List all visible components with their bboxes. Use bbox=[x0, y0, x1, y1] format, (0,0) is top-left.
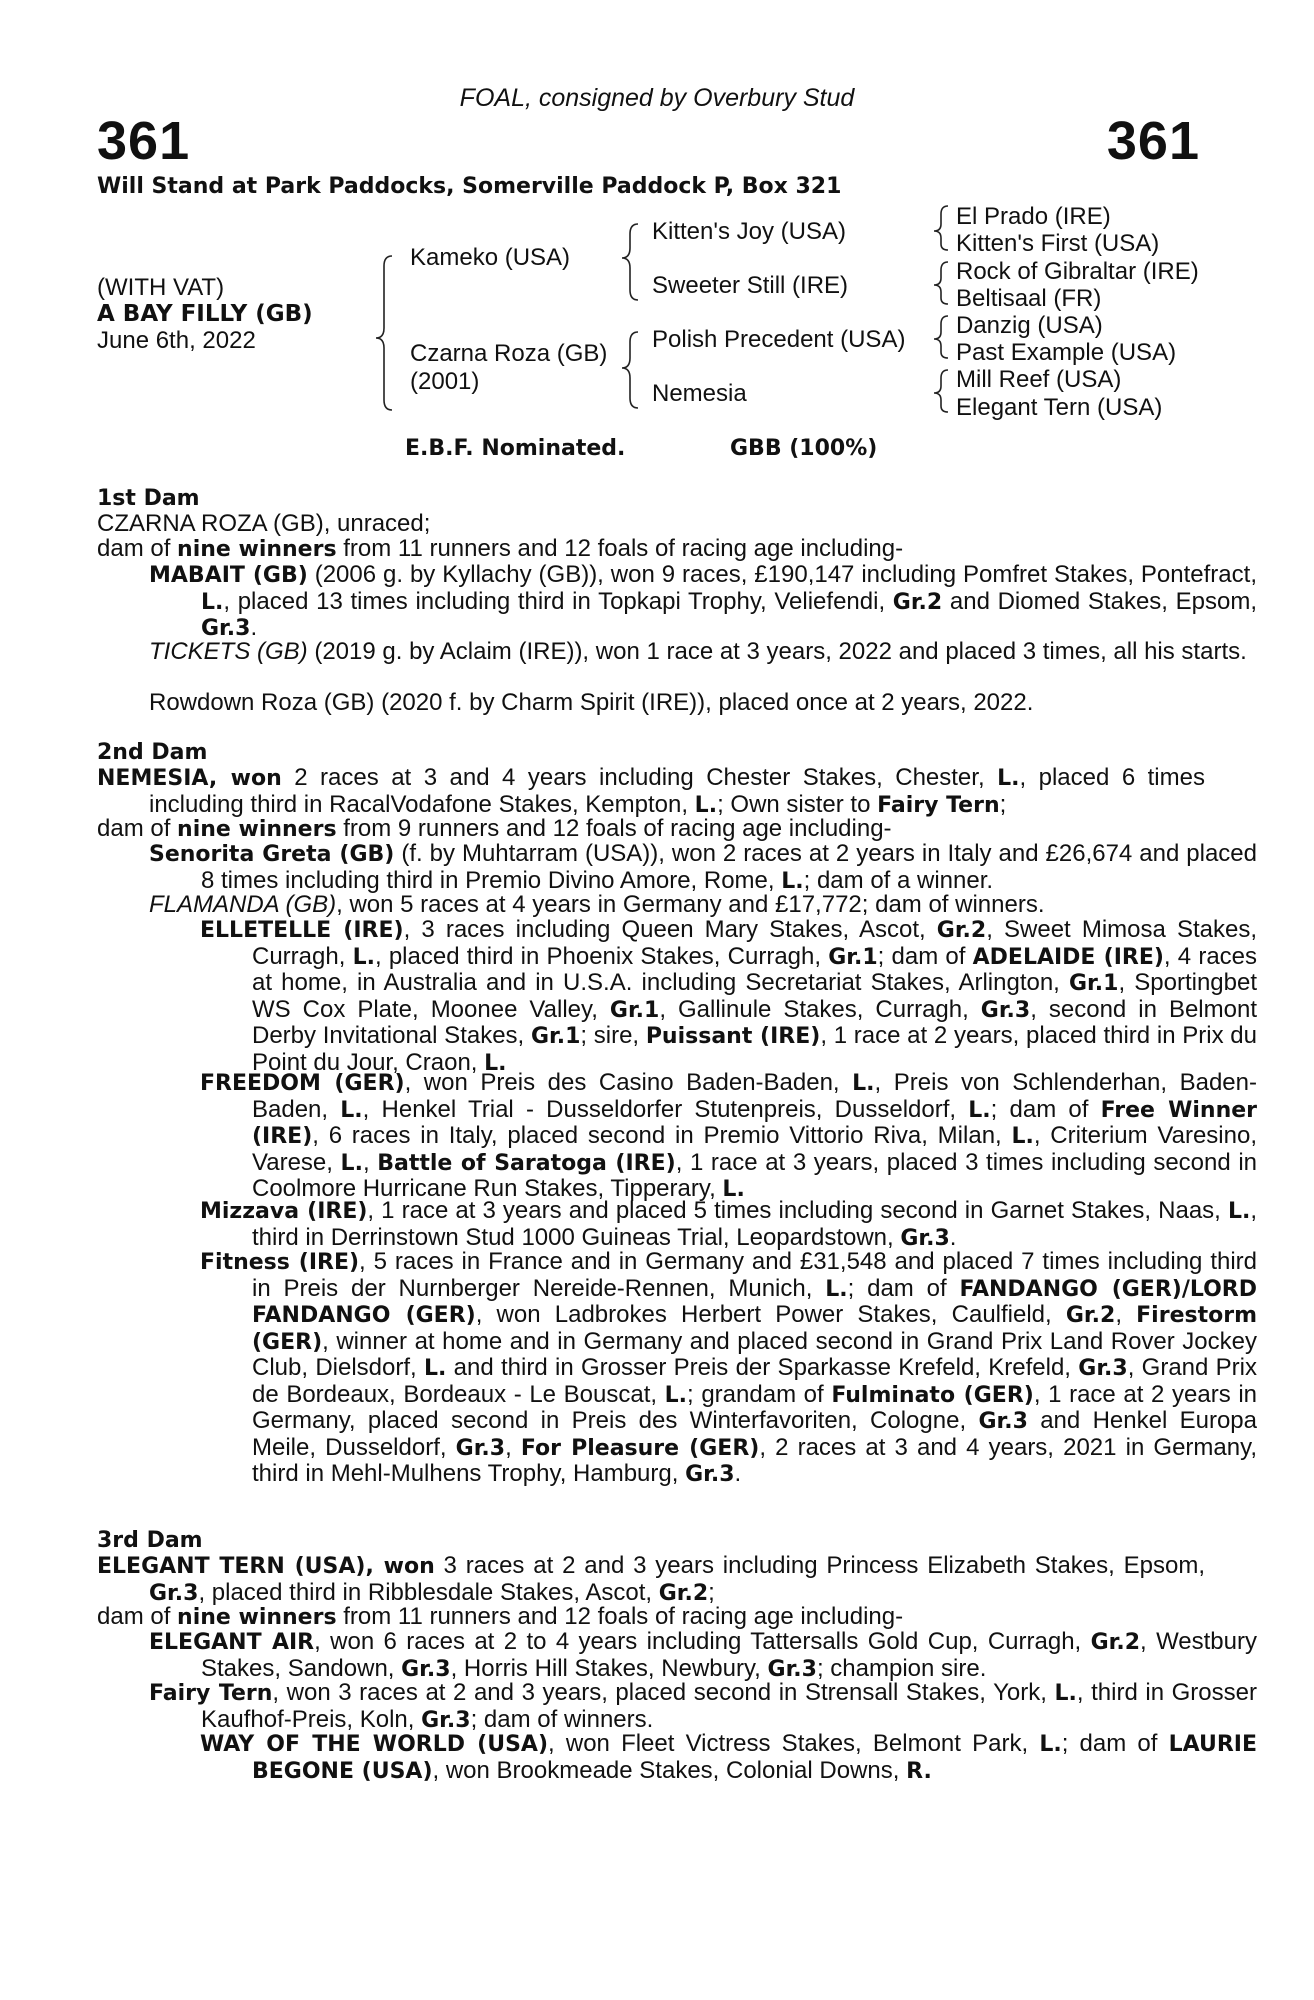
third-dam-line: ELEGANT TERN (USA), won 3 races at 2 and 3 years including Princess Elizabeth Stakes, Epsom, Gr.3, placed third in Ribblesdale Stakes, Ascot, Gr.2; bbox=[97, 1552, 1205, 1606]
lot-number-right: 361 bbox=[1106, 111, 1200, 171]
horse-name: A BAY FILLY (GB) bbox=[97, 301, 313, 327]
produce-entry: TICKETS (GB) (2019 g. by Aclaim (IRE)), won 1 race at 3 years, 2022 and placed 3 times, all his starts. bbox=[149, 638, 1247, 665]
ggs-1: El Prado (IRE) bbox=[956, 203, 1111, 230]
third-dam-heading: 3rd Dam bbox=[97, 1528, 203, 1553]
ebf-note: E.B.F. Nominated. bbox=[405, 436, 626, 461]
lot-number-left: 361 bbox=[97, 111, 191, 171]
bracket-ss bbox=[934, 206, 948, 250]
bracket-sd bbox=[934, 262, 948, 304]
ggs-3: Rock of Gibraltar (IRE) bbox=[956, 258, 1199, 285]
dam-year: (2001) bbox=[410, 368, 480, 395]
produce-entry: ELLETELLE (IRE), 3 races including Queen Mary Stakes, Ascot, Gr.2, Sweet Mimosa Stakes, Curragh, L., placed third in Phoenix Stakes, Curragh, Gr.1; dam of ADELAIDE (IRE), 4 races at home, in Australia and in U.S.A. including Secretariat Stakes, Arlington, Gr.1, Sportingbet WS Cox Plate, Moonee Valley, Gr.1, Gallinule Stakes, Curragh, Gr.3, second in Belmont Derby Invitational Stakes, Gr.1; sire, Puissant (IRE), 1 race at 2 years, placed third in Prix du Point du Jour, Craon, L. bbox=[200, 916, 1258, 1076]
bracket-main bbox=[376, 256, 392, 410]
ggs-7: Mill Reef (USA) bbox=[956, 366, 1122, 393]
ggs-8: Elegant Tern (USA) bbox=[956, 394, 1163, 421]
bracket-dam bbox=[622, 332, 638, 408]
produce-entry: FREEDOM (GER), won Preis des Casino Baden-Baden, L., Preis von Schlenderhan, Baden-Baden, L., Henkel Trial - Dusseldorfer Stutenpreis, Dusseldorf, L.; dam of Free Winner (IRE), 6 races in Italy, placed second in Premio Vittorio Riva, Milan, L., Criterium Varesino, Varese, L., Battle of Saratoga (IRE), 1 race at 3 years, placed 3 times including second in Coolmore Hurricane Run Stakes, Tipperary, L. bbox=[200, 1069, 1258, 1202]
first-dam-heading: 1st Dam bbox=[97, 486, 200, 511]
sire-name: Kameko (USA) bbox=[410, 244, 571, 271]
gbb-note: GBB (100%) bbox=[730, 436, 878, 461]
produce-entry: Rowdown Roza (GB) (2020 f. by Charm Spirit (IRE)), placed once at 2 years, 2022. bbox=[149, 689, 1034, 716]
dam-dam: Nemesia bbox=[652, 380, 747, 407]
produce-entry: Mizzava (IRE), 1 race at 3 years and placed 5 times including second in Garnet Stakes, Naas, L., third in Derrinstown Stud 1000 Guineas Trial, Leopardstown, Gr.3. bbox=[200, 1197, 1257, 1251]
sire-dam: Sweeter Still (IRE) bbox=[652, 272, 849, 299]
second-dam-heading: 2nd Dam bbox=[97, 740, 208, 765]
produce-entry: FLAMANDA (GB), won 5 races at 4 years in Germany and £17,772; dam of winners. bbox=[149, 891, 1045, 918]
dam-sire: Polish Precedent (USA) bbox=[652, 326, 906, 353]
first-dam-produce-line: dam of nine winners from 11 runners and 12 foals of racing age including- bbox=[97, 535, 904, 562]
ggs-2: Kitten's First (USA) bbox=[956, 230, 1160, 257]
dam-name: Czarna Roza (GB) bbox=[410, 340, 608, 367]
ggs-5: Danzig (USA) bbox=[956, 312, 1103, 339]
stand-location: Will Stand at Park Paddocks, Somerville Paddock P, Box 321 bbox=[97, 174, 842, 199]
produce-entry: Fitness (IRE), 5 races in France and in Germany and £31,548 and placed 7 times including third in Preis der Nurnberger Nereide-Rennen, Munich, L.; dam of FANDANGO (GER)/LORD FANDANGO (GER), won Ladbrokes Herbert Power Stakes, Caulfield, Gr.2, Firestorm (GER), winner at home and in Germany and placed second in Grand Prix Land Rover Jockey Club, Dielsdorf, L. and third in Grosser Preis der Sparkasse Krefeld, Krefeld, Gr.3, Grand Prix de Bordeaux, Bordeaux - Le Bouscat, L.; grandam of Fulminato (GER), 1 race at 2 years in Germany, placed second in Preis des Winterfavoriten, Cologne, Gr.3 and Henkel Europa Meile, Dusseldorf, Gr.3, For Pleasure (GER), 2 races at 3 and 4 years, 2021 in Germany, third in Mehl-Mulhens Trophy, Hamburg, Gr.3. bbox=[200, 1248, 1258, 1487]
produce-entry: MABAIT (GB) (2006 g. by Kyllachy (GB)), won 9 races, £190,147 including Pomfret Stakes, Pontefract, L., placed 13 times including third in Topkapi Trophy, Veliefendi, Gr.2 and Diomed Stakes, Epsom, Gr.3. bbox=[149, 561, 1257, 641]
consignment-line: FOAL, consigned by Overbury Stud bbox=[459, 84, 855, 112]
bracket-sire bbox=[622, 224, 638, 300]
produce-entry: WAY OF THE WORLD (USA), won Fleet Victress Stakes, Belmont Park, L.; dam of LAURIE BEGONE (USA), won Brookmeade Stakes, Colonial Downs, R. bbox=[200, 1730, 1257, 1784]
foaling-date: June 6th, 2022 bbox=[97, 327, 256, 354]
second-dam-produce-line: dam of nine winners from 9 runners and 12 foals of racing age including- bbox=[97, 815, 892, 842]
bracket-dd bbox=[934, 370, 948, 412]
produce-entry: Senorita Greta (GB) (f. by Muhtarram (USA)), won 2 races at 2 years in Italy and £26,674 and placed 8 times including third in Premio Divino Amore, Rome, L.; dam of a winner. bbox=[149, 840, 1257, 894]
ggs-6: Past Example (USA) bbox=[956, 339, 1177, 366]
produce-entry: Fairy Tern, won 3 races at 2 and 3 years, placed second in Strensall Stakes, York, L., third in Grosser Kaufhof-Preis, Koln, Gr.3; dam of winners. bbox=[149, 1679, 1257, 1733]
third-dam-produce-line: dam of nine winners from 11 runners and 12 foals of racing age including- bbox=[97, 1603, 904, 1630]
second-dam-line: NEMESIA, won 2 races at 3 and 4 years including Chester Stakes, Chester, L., placed 6 times including third in RacalVodafone Stakes, Kempton, L.; Own sister to Fairy Tern; bbox=[97, 764, 1205, 818]
sire-sire: Kitten's Joy (USA) bbox=[652, 218, 846, 245]
ggs-4: Beltisaal (FR) bbox=[956, 285, 1102, 312]
vat-note: (WITH VAT) bbox=[97, 274, 225, 301]
produce-entry: ELEGANT AIR, won 6 races at 2 to 4 years including Tattersalls Gold Cup, Curragh, Gr.2, Westbury Stakes, Sandown, Gr.3, Horris Hill Stakes, Newbury, Gr.3; champion sire. bbox=[149, 1628, 1257, 1682]
first-dam-line: CZARNA ROZA (GB), unraced; bbox=[97, 510, 431, 537]
bracket-ds bbox=[934, 316, 948, 358]
